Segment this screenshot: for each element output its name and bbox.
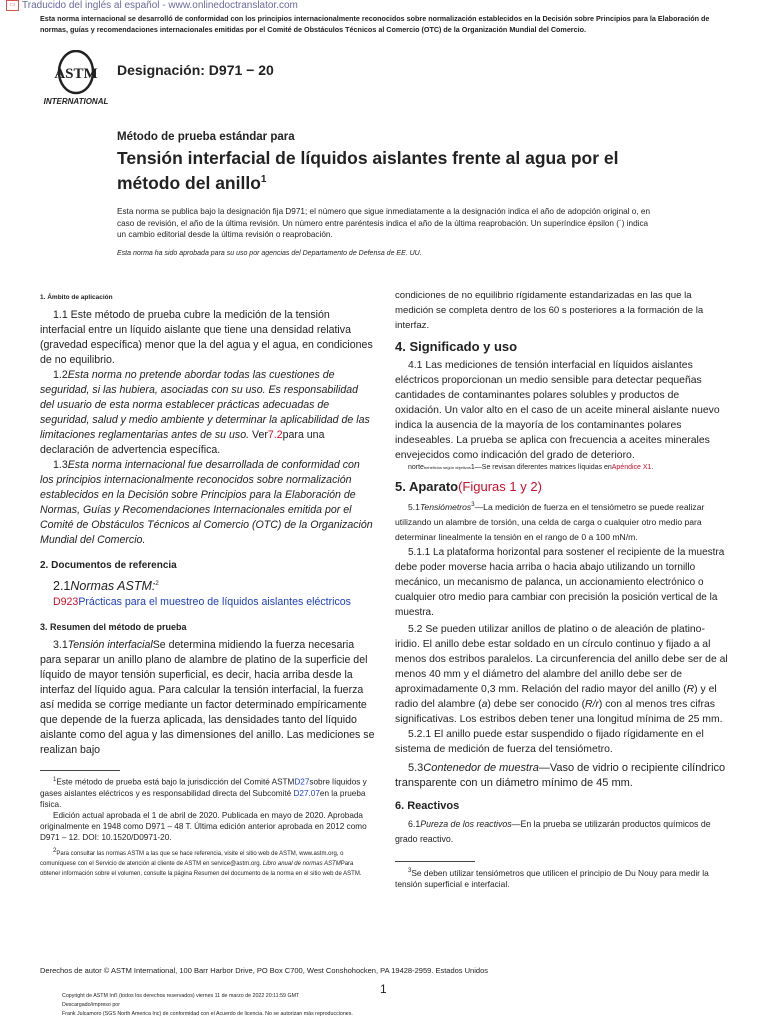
section-2-heading: 2. Documentos de referencia [40,560,177,571]
d27-link[interactable]: D27 [294,777,310,787]
section-3-heading: 3. Resumen del método de prueba [40,622,187,633]
footer-line-3: Frank Julcamoro (SGS North America Inc) de conformidad con el Acuerdo de licencia. No se autorizan más reproducciones. [62,1011,353,1017]
footnote-edition: Edición actual aprobada el 1 de abril de 2020. Publicada en mayo de 2020. Aprobada originalmente en 1948 como D971 – 48 T. Última edición anterior aprobada en 2012 como D971 – 12. DOI: 10.1520/D0971-20. [40,810,367,842]
section-1-heading: 1. Ámbito de aplicación [40,294,113,301]
download-footer [62,992,562,1019]
footer-line-1: Copyright de ASTM Int'l (todos los derechos reservados) viernes 11 de marzo de 2022 20:11:59 GMT [62,993,300,999]
document-translate-icon: ▭ [6,0,19,11]
paragraph-5-2-1: 5.2.1 El anillo puede estar suspendido o fijado rígidamente en el sistema de medición de fuerza del tensiómetro. [395,728,704,755]
reference-d923[interactable] [40,595,375,610]
copyright-line: Derechos de autor © ASTM International, 100 Barr Harbor Drive, PO Box C700, West Conshohocken, PA 19428-2959. Estados Unidos [40,966,488,975]
appendix-x1-link[interactable]: Apéndice X1 [611,464,652,471]
svg-text:INTERNATIONAL: INTERNATIONAL [43,97,109,106]
d923-title-link[interactable]: Prácticas para el muestreo de líquidos aislantes eléctricos [78,596,351,609]
section-6-heading: 6. Reactivos [395,799,460,812]
page-number: 1 [380,982,387,996]
section-5-heading: 5. Aparato(Figuras 1 y 2) [395,479,542,494]
page-title: Tensión interfacial de líquidos aislantes frente al agua por el método del anillo$^1$ [117,148,619,193]
section-4-heading: 4. Significado y uso [395,339,518,354]
d27-07-link[interactable]: D27.07 [293,788,320,798]
footnote-3: $^3$Se deben utilizar tensiómetros que utilicen el principio de Du Nouy para medir la tensión superficial e interfacial. [395,867,709,889]
footnote-rule [40,770,120,771]
d923-link[interactable]: D923 [53,596,79,609]
paragraph-5-1-1: 5.1.1 La plataforma horizontal para sostener el recipiente de la muestra debe poder moverse hacia arriba o hacia abajo utilizando un tornillo mecánico, un mecanismo de palanca, un accionamiento electrónico o cualquier otro medio para cambiar con precisión la posición vertical de la muestra. [395,546,725,618]
footnote-2: $^2$Para consultar las normas ASTM a las que se hace referencia, visite el sitio web de ASTM, www.astm.org, o comuníquese con el Servicio de atención al cliente de ASTM en service@astm.org. Libro anual de normas ASTMPara obtener información sobre el volumen, consulte la página Resumen del documento de la norma en el sitio web de ASTM. [40,847,362,877]
issuance-statement: Esta norma se publica bajo la designación fija D971; el número que sigue inmediatamente a la designación indica el año de adopción original o, en caso de revisión, el año de la última revisión. Un número entre paréntesis indica el año de la última reaprobación. Un superíndice épsilon (´) indica un cambio editorial desde la última revisión o reaprobación. [117,207,650,239]
footnote-rule-right [395,861,475,862]
paragraph-1-3: 1.3Esta norma internacional fue desarrollada de conformidad con los principios internacionalmente reconocidos sobre normalización establecidos en la Decisión sobre Principios para la Elaboración de Normas, Guías y Recomendaciones Internacionales emitida por el Comité de Obstáculos Técnicos al Comercio (OTC) de la Organización Mundial del Comercio. [40,459,373,546]
paragraph-6-1: 6.1Pureza de los reactivos—En la prueba se utilizarán productos químicos de grado reactivo. [395,818,711,844]
translator-banner[interactable] [6,0,298,11]
translator-banner-text[interactable]: Traducido del inglés al español - www.onlinedoctranslator.com [22,0,298,11]
paragraph-1-2: 1.2Esta norma no pretende abordar todas las cuestiones de seguridad, si las hubiera, asociadas con su uso. Es responsabilidad del usuario de esta norma establecer prácticas adecuadas de seguridad, salud y medio ambiente y determinar la aplicabilidad de las limitaciones reglamentarias antes de su uso. Ver7.2para una declaración de advertencia específica. [40,369,370,456]
wto-notice: Esta norma internacional se desarrolló de conformidad con los principios internacionalmente reconocidos sobre normalización establecidos en la Decisión sobre Principios para la Elaboración de normas, guías y recomendaciones internacionales emitidas por el Comité de Obstáculos Técnicos al Comercio (OTC) de la Organización Mundial del Comercio. [40,14,710,34]
right-column [395,288,728,890]
paragraph-5-1: 5.1Tensiómetros$^3$—La medición de fuerza en el tensiómetro se puede realizar utilizando un alambre de torsión, una celda de carga o cualquier otro medio para determinar linealmente la tensión en el rango de 0 a 100 mN/m. [395,501,705,542]
paragraph-5-2: 5.2 Se pueden utilizar anillos de platino o de aleación de platino-iridio. El anillo debe estar soldado en un círculo continuo y fijado a al menos dos estribos paralelos. La circunferencia del anillo debe ser de al menos 40 mm y el diámetro del alambre del anillo debe ser de aproximadamente 0,3 mm. Relación del radio mayor del anillo (R) y el radio del alambre (a) debe ser conocido (R/r) con al menos tres cifras significativas. Los estribos deben tener una longitud mínima de 25 mm. [395,623,728,725]
paragraph-2-1: 2.1Normas ASTM:$^2$ [53,579,159,594]
designation: Designación: D971 − 20 [117,62,274,78]
paragraph-4-1: 4.1 Las mediciones de tensión interfacial en líquidos aislantes eléctricos proporcionan un medio sensible para detectar pequeñas cantidades de contaminantes polares solubles y productos de oxidación. Un valor alto en el caso de un aceite mineral aislante nuevo indica la ausencia de la mayoría de los contaminantes polares indeseables. La prueba se aplica con frecuencia a aceites minerales envejecidos como indicación del grado de deterioro. [395,360,720,461]
dod-approval: Esta norma ha sido aprobada para su uso por agencias del Departamento de Defensa de EE. UU. [117,250,422,257]
paragraph-3-1-continued: condiciones de no equilibrio rígidamente estandarizadas en las que la medición se completa dentro de los 60 s posteriores a la formación de la interfaz. [395,290,704,331]
paragraph-1-1: 1.1 Este método de prueba cubre la medición de la tensión interfacial entre un líquido aislante que tiene una densidad relativa (gravedad específica) menor que la del agua y el agua, en condiciones de no equilibrio. [40,309,373,366]
footer-line-2: Descargado/impreso por [62,1002,120,1008]
footnote-1: $^1$Este método de prueba está bajo la jurisdicción del Comité ASTMD27sobre líquidos y gases aislantes eléctricos y es responsabilidad directa del Subcomité D27.07en la prueba física. [40,777,367,809]
left-column [40,290,375,879]
paragraph-3-1: 3.1Tensión interfacialSe determina midiendo la fuerza necesaria para separar un anillo plano de alambre de platino de la superficie del líquido de mayor tensión superficial, es decir, hacia arriba desde la interfaz del líquido agua. Para calcular la tensión interfacial, la fuerza así medida se corrige mediante un factor determinado empíricamente que depende de la fuerza aplicada, las densidades tanto del líquido aislante como del agua y las dimensiones del anillo. Las mediciones se realizan bajo [40,639,375,757]
figures-1-2-link[interactable]: (Figuras 1 y 2) [458,479,542,494]
ref-7-2-link[interactable]: 7.2 [267,429,283,441]
astm-logo-icon [42,50,110,106]
paragraph-5-3: 5.3Contenedor de muestra—Vaso de vidrio o recipiente cilíndrico transparente con un diámetro mínimo de 45 mm. [395,761,726,789]
standard-type: Método de prueba estándar para [117,131,295,143]
svg-text:ASTM: ASTM [54,66,98,82]
note-1: nortebeneficios según objetivos1—Se revisan diferentes matrices líquidas enApéndice X1. [408,464,654,471]
